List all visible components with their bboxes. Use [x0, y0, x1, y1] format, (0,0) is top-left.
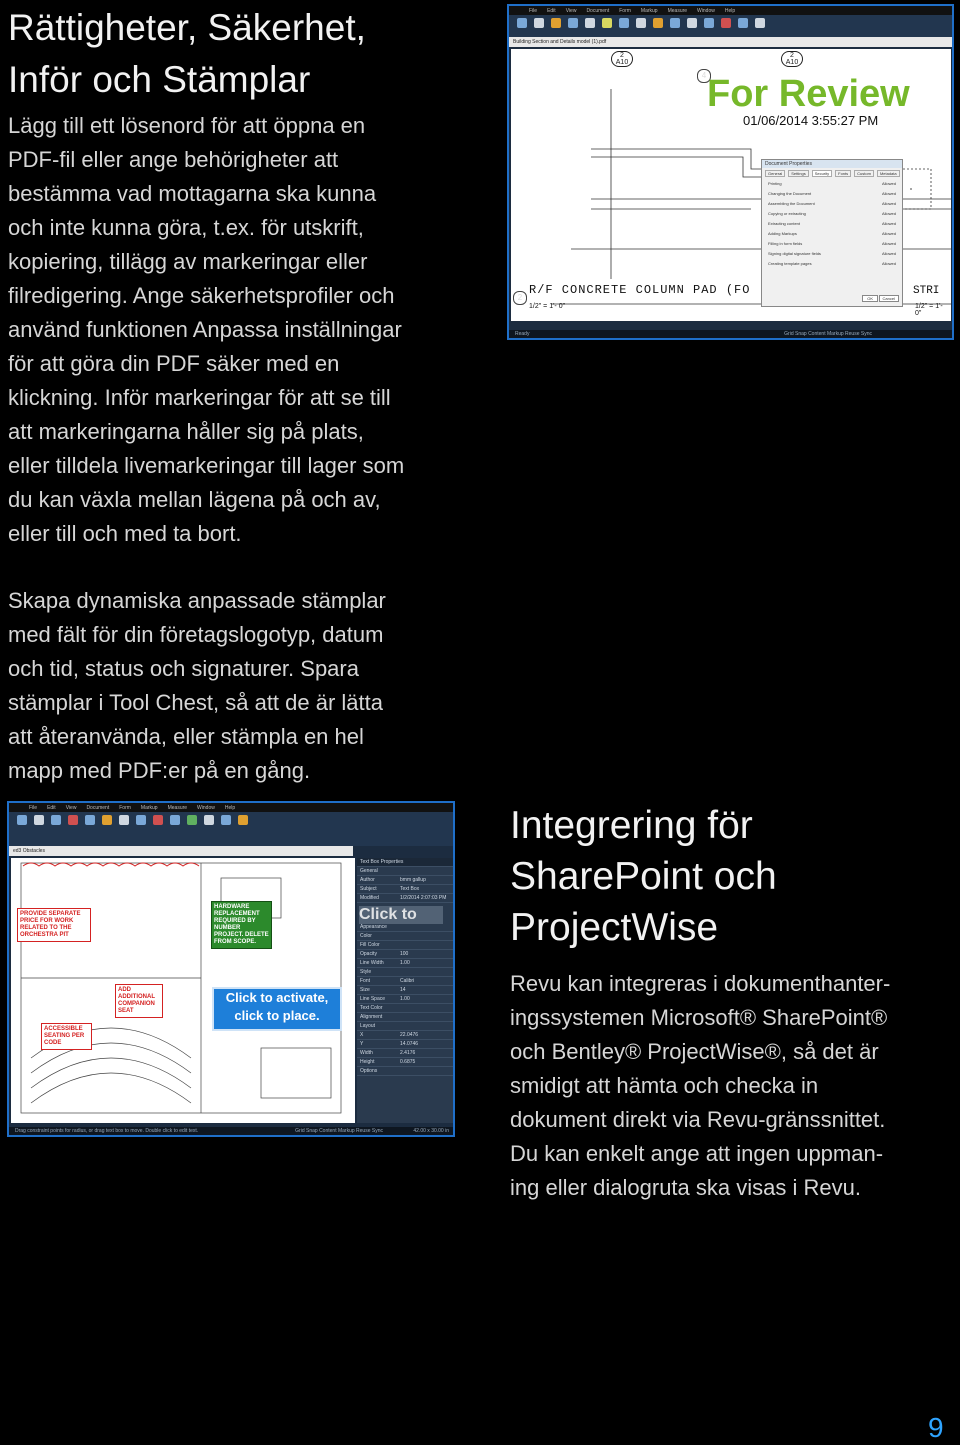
- permission-value: Allowed: [881, 201, 896, 206]
- title-line: Integrering för: [510, 804, 753, 847]
- paragraph-line: ing eller dialogruta ska visas i Revu.: [510, 1175, 861, 1200]
- paragraph-line: stämplar i Tool Chest, så att de är lätta: [8, 690, 383, 715]
- paragraph-line: och inte kunna göra, t.ex. för utskrift,: [8, 215, 364, 240]
- tooltip-line: Click to activate,: [225, 990, 329, 1005]
- property-label: Style: [360, 969, 372, 975]
- menu-item-edit[interactable]: Edit: [47, 804, 56, 811]
- paragraph-line: att återanvända, eller stämpla en hel: [8, 724, 364, 749]
- dialog-tab[interactable]: Settings: [788, 170, 808, 177]
- paragraph-line: eller till och med ta bort.: [8, 521, 242, 546]
- sheet-reference-tag: [611, 51, 633, 67]
- property-label: General: [360, 868, 378, 874]
- permission-label: Creating template pages: [768, 261, 812, 266]
- stamp-title: For Review: [707, 73, 910, 115]
- permission-label: Extracting content: [768, 221, 801, 226]
- paragraph-line: PDF-fil eller ange behörigheter att: [8, 147, 339, 172]
- property-value: 2.4176: [400, 1050, 416, 1056]
- paragraph-line: att markeringarna håller sig på plats,: [8, 419, 364, 444]
- property-row[interactable]: [357, 1049, 453, 1058]
- property-label: Font: [360, 978, 371, 984]
- dialog-tabs: [762, 168, 902, 179]
- property-value: 100: [400, 951, 409, 957]
- paragraph-line: ingssystemen Microsoft® SharePoint®: [510, 1005, 888, 1030]
- ref-sheet: A10: [615, 59, 629, 66]
- status-text: Drag constraint points for radius, or drag text box to move. Double click to edit text.: [15, 1128, 199, 1134]
- status-bar: [509, 330, 952, 338]
- cancel-button[interactable]: Cancel: [879, 295, 899, 302]
- paragraph-line: med fält för din företagslogotyp, datum: [8, 622, 384, 647]
- paragraph-line: använd funktionen Anpassa inställningar: [8, 317, 402, 342]
- markup-callout[interactable]: ADD ADDITIONAL COMPANION SEAT: [115, 984, 163, 1018]
- status-toggles[interactable]: Grid Snap Content Markup Reuse Sync: [784, 331, 872, 337]
- stamp-date: 01/06/2014 3:55:27 PM: [743, 113, 879, 128]
- permission-row: [768, 201, 896, 211]
- property-label: Fill Color: [360, 942, 380, 948]
- property-label: Subject: [360, 886, 377, 892]
- permission-row: [768, 251, 896, 261]
- drawing-label-right: STRI: [913, 285, 940, 297]
- dialog-tab[interactable]: Fonts: [835, 170, 851, 177]
- title-line: SharePoint och: [510, 855, 777, 898]
- document-properties-dialog: [761, 159, 903, 307]
- permission-label: Changing the Document: [768, 191, 812, 196]
- status-text: Ready: [515, 331, 530, 337]
- permission-row: [768, 191, 896, 201]
- property-row[interactable]: [357, 1004, 453, 1013]
- permission-label: Assembling the Document: [768, 201, 815, 206]
- menu-item-file[interactable]: File: [29, 804, 38, 811]
- property-row[interactable]: [357, 932, 453, 941]
- menu-bar: [9, 803, 453, 812]
- screenshot-security-stamp: [507, 4, 954, 340]
- review-stamp[interactable]: [707, 75, 910, 128]
- menu-item-document[interactable]: Document: [86, 804, 110, 811]
- permission-value: Allowed: [881, 261, 896, 266]
- tooltip-line: click to place.: [234, 1008, 320, 1023]
- paragraph-line: kopiering, tillägg av markeringar eller: [8, 249, 368, 274]
- dialog-tab[interactable]: General: [765, 170, 785, 177]
- permission-value: Allowed: [881, 211, 896, 216]
- toolbar-ribbon: [509, 15, 952, 37]
- rights-paragraph: [8, 109, 468, 551]
- paragraph-line: och tid, status och signaturer. Spara: [8, 656, 359, 681]
- property-row[interactable]: [357, 1013, 453, 1022]
- paragraph-line: Lägg till ett lösenord för att öppna en: [8, 113, 366, 138]
- property-value: Text Box: [400, 886, 420, 892]
- permission-value: Allowed: [881, 191, 896, 196]
- property-row[interactable]: [357, 968, 453, 977]
- dialog-tab[interactable]: Security: [812, 170, 832, 177]
- ref-number: 2: [790, 52, 794, 59]
- dialog-tab[interactable]: Metadata: [877, 170, 900, 177]
- paragraph-line: eller tilldela livemarkeringar till lager som: [8, 453, 405, 478]
- menu-item-edit[interactable]: Edit: [547, 7, 556, 14]
- property-row[interactable]: [357, 959, 453, 968]
- integration-paragraph: [510, 967, 950, 1205]
- detail-marker: 4: [697, 69, 711, 83]
- title-line: Inför och Stämplar: [8, 59, 311, 100]
- property-label: Options: [360, 1068, 378, 1074]
- permission-row: [768, 261, 896, 271]
- detail-marker: 2: [513, 291, 527, 305]
- permission-value: Allowed: [881, 181, 896, 186]
- property-value: 1/2/2014 2:07:03 PM: [400, 895, 447, 901]
- menu-item-file[interactable]: File: [529, 7, 538, 14]
- menu-item-view[interactable]: View: [65, 804, 77, 811]
- property-value: 14.0746: [400, 1041, 419, 1047]
- property-row[interactable]: [357, 867, 453, 876]
- paragraph-line: smidigt att hämta och checka in: [510, 1073, 819, 1098]
- menu-bar: [509, 6, 952, 15]
- page-number: 9: [928, 1412, 944, 1443]
- property-label: Size: [360, 987, 370, 993]
- property-label: Opacity: [360, 951, 377, 957]
- page-size: 42.00 x 30.00 in: [413, 1128, 449, 1134]
- property-rows: [357, 867, 453, 1076]
- property-row[interactable]: [357, 894, 453, 903]
- permission-label: Adding Markups: [768, 231, 797, 236]
- menu-item-window[interactable]: Window: [697, 7, 715, 14]
- document-tab[interactable]: ed3 Obstacles: [9, 846, 353, 856]
- menu-item-help[interactable]: Help: [724, 7, 736, 14]
- scale-label-right: 1/2" = 1'- 0": [915, 303, 943, 317]
- permission-row: [768, 181, 896, 191]
- property-value: 14: [400, 987, 406, 993]
- property-value: 1.00: [400, 960, 410, 966]
- property-label: Alignment: [360, 1014, 383, 1020]
- status-toggles[interactable]: Grid Snap Content Markup Reuse Sync: [295, 1128, 383, 1134]
- property-value: bmm gallup: [400, 877, 426, 883]
- property-row[interactable]: [357, 923, 453, 932]
- sheet-reference-tag: [781, 51, 803, 67]
- property-value: 1.00: [400, 996, 410, 1002]
- paragraph-line: dokument direkt via Revu-gränssnittet.: [510, 1107, 886, 1132]
- permission-label: Printing: [768, 181, 782, 186]
- dialog-title: Document Properties: [762, 160, 902, 168]
- drawing-canvas: [511, 49, 951, 321]
- paragraph-line: och Bentley® ProjectWise®, så det är: [510, 1039, 879, 1064]
- menu-item-markup[interactable]: Markup: [140, 804, 158, 811]
- paragraph-line: du kan växla mellan lägena på och av,: [8, 487, 381, 512]
- permission-value: Allowed: [881, 251, 896, 256]
- markup-callout[interactable]: HARDWARE REPLACEMENT REQUIRED BY NUMBER PROJECT. DELETE FROM SCOPE.: [211, 901, 272, 949]
- menu-item-measure[interactable]: Measure: [167, 804, 188, 811]
- property-row[interactable]: [357, 986, 453, 995]
- status-bar: [9, 1127, 453, 1135]
- paragraph-line: bestämma vad mottagarna ska kunna: [8, 181, 377, 206]
- property-label: Appearance: [360, 924, 387, 930]
- ref-sheet: A10: [785, 59, 799, 66]
- permission-value: Allowed: [881, 241, 896, 246]
- permission-label: Copying or extracting: [768, 211, 806, 216]
- markup-callout[interactable]: PROVIDE SEPARATE PRICE FOR WORK RELATED TO THE ORCHESTRA PIT: [17, 908, 91, 942]
- property-row[interactable]: [357, 885, 453, 894]
- property-row[interactable]: [357, 950, 453, 959]
- permission-value: Allowed: [881, 221, 896, 226]
- panel-title: Text Box Properties: [357, 858, 453, 867]
- menu-item-document[interactable]: Document: [586, 7, 610, 14]
- property-label: Text Color: [360, 1005, 383, 1011]
- property-row[interactable]: [357, 995, 453, 1004]
- menu-item-form[interactable]: Form: [619, 7, 631, 14]
- permissions-list: [762, 179, 902, 273]
- property-row[interactable]: [357, 1031, 453, 1040]
- screenshot-custom-stamps: [7, 801, 455, 1137]
- property-row[interactable]: [357, 1058, 453, 1067]
- scale-label: 1/2" = 1'- 0": [529, 303, 566, 310]
- stamps-paragraph: [8, 584, 468, 788]
- ref-number: 2: [620, 52, 624, 59]
- menu-item-window[interactable]: Window: [197, 804, 215, 811]
- paragraph-line: Du kan enkelt ange att ingen uppman-: [510, 1141, 884, 1166]
- property-value: 22.0476: [400, 1032, 419, 1038]
- ok-button[interactable]: OK: [862, 295, 878, 302]
- menu-item-help[interactable]: Help: [224, 804, 236, 811]
- property-row[interactable]: [357, 1022, 453, 1031]
- menu-item-measure[interactable]: Measure: [667, 7, 688, 14]
- toolbar-ribbon: [9, 812, 453, 846]
- permission-row: [768, 221, 896, 231]
- stamp-preview: Click to: [359, 906, 443, 924]
- permission-row: [768, 211, 896, 221]
- drawing-label: R/F CONCRETE COLUMN PAD (FO: [529, 283, 751, 297]
- markup-callout[interactable]: ACCESSIBLE SEATING PER CODE: [41, 1023, 92, 1050]
- permission-value: Allowed: [881, 231, 896, 236]
- paragraph-line: mapp med PDF:er på en gång.: [8, 758, 311, 783]
- property-row[interactable]: [357, 977, 453, 986]
- stamp-placement-tooltip: [212, 987, 342, 1031]
- property-label: Author: [360, 877, 375, 883]
- menu-item-markup[interactable]: Markup: [640, 7, 658, 14]
- paragraph-line: filredigering. Ange säkerhetsprofiler och: [8, 283, 395, 308]
- title-line: ProjectWise: [510, 906, 719, 949]
- property-row[interactable]: [357, 876, 453, 885]
- permission-label: Signing digital signature fields: [768, 251, 821, 256]
- paragraph-line: Skapa dynamiska anpassade stämplar: [8, 588, 386, 613]
- property-value: 0.6875: [400, 1059, 416, 1065]
- menu-item-form[interactable]: Form: [119, 804, 131, 811]
- property-label: Line Space: [360, 996, 386, 1002]
- document-tab[interactable]: Building Section and Details model (1).pdf: [509, 37, 952, 47]
- property-label: Y: [360, 1041, 364, 1047]
- section-title-rights: [8, 2, 468, 106]
- property-row[interactable]: [357, 1067, 453, 1076]
- permission-label: Filling in form fields: [768, 241, 803, 246]
- properties-panel: [357, 858, 453, 1123]
- property-row[interactable]: [357, 1040, 453, 1049]
- property-label: Width: [360, 1050, 373, 1056]
- property-label: Height: [360, 1059, 375, 1065]
- paragraph-line: klickning. Inför markeringar för att se till: [8, 385, 391, 410]
- property-label: Line Width: [360, 960, 384, 966]
- property-label: Color: [360, 933, 372, 939]
- paragraph-line: Revu kan integreras i dokumenthanter-: [510, 971, 891, 996]
- drawing-canvas: [11, 858, 355, 1123]
- dialog-tab[interactable]: Custom: [854, 170, 874, 177]
- section-title-integration: [510, 800, 950, 953]
- property-value: Calibri: [400, 978, 415, 984]
- permission-row: [768, 231, 896, 241]
- paragraph-line: för att göra din PDF säker med en: [8, 351, 340, 376]
- title-line: Rättigheter, Säkerhet,: [8, 7, 366, 48]
- property-row[interactable]: [357, 941, 453, 950]
- permission-row: [768, 241, 896, 251]
- property-label: X: [360, 1032, 364, 1038]
- menu-item-view[interactable]: View: [565, 7, 577, 14]
- property-label: Layout: [360, 1023, 376, 1029]
- property-label: Modified: [360, 895, 379, 901]
